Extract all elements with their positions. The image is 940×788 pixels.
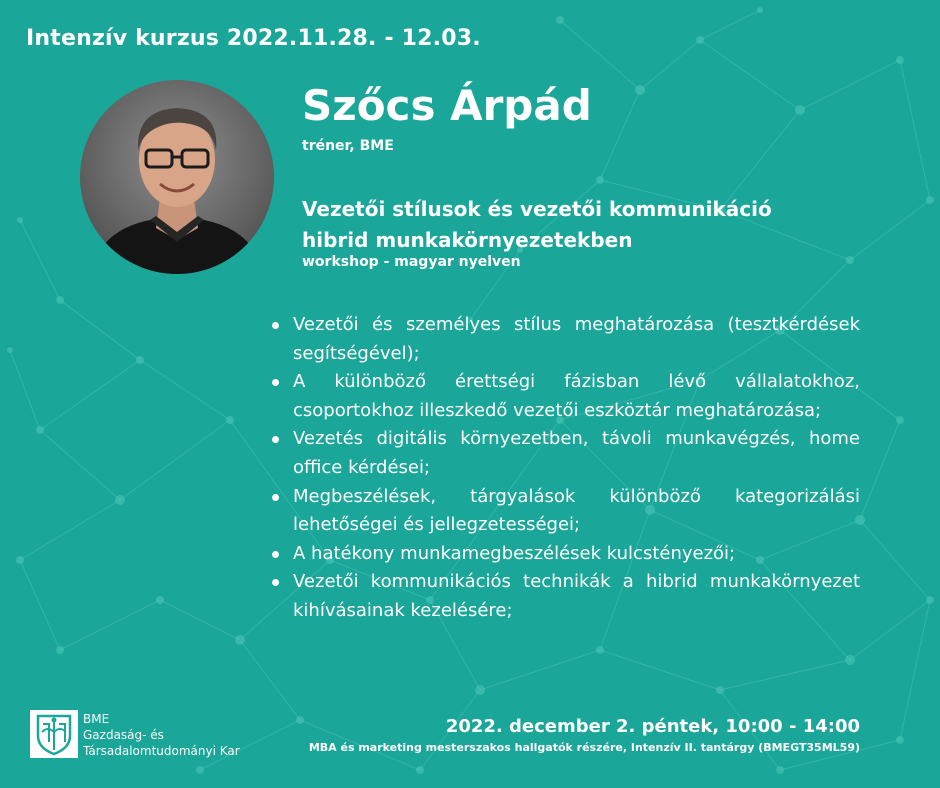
topic-item — [272, 311, 860, 368]
topic-text: A különböző érettségi fázisban lévő vállalatokhoz, csoportokhoz illeszkedő vezetői eszköztár meghatározása; — [293, 371, 860, 421]
speaker-portrait — [80, 80, 274, 274]
workshop-title — [302, 194, 902, 256]
topic-item — [272, 568, 860, 625]
bullet-dot-icon — [272, 494, 279, 501]
topic-item — [272, 368, 860, 425]
topic-item — [272, 425, 860, 482]
bullet-dot-icon — [272, 379, 279, 386]
bullet-dot-icon — [272, 551, 279, 558]
bullet-dot-icon — [272, 579, 279, 586]
university-crest-icon — [30, 710, 78, 758]
event-date: 2022. december 2. péntek, 10:00 - 14:00 — [445, 716, 860, 737]
topic-text: Vezetői kommunikációs technikák a hibrid munkakörnyezet kihívásainak kezelésére; — [293, 571, 860, 621]
speaker-role: tréner, BME — [302, 138, 394, 154]
topic-list — [272, 311, 860, 626]
organization-line-2: Gazdaság- és — [83, 728, 164, 742]
organization-line-3: Társadalomtudományi Kar — [83, 744, 240, 758]
speaker-name: Szőcs Árpád — [302, 81, 592, 130]
event-note: MBA és marketing mesterszakos hallgatók részére, Intenzív II. tantárgy (BMEGT35ML59) — [308, 741, 860, 754]
workshop-title-line-2: hibrid munkakörnyezetekben — [302, 228, 633, 252]
workshop-subtitle: workshop - magyar nyelven — [302, 254, 521, 270]
course-title: Intenzív kurzus 2022.11.28. - 12.03. — [26, 26, 481, 51]
topic-item — [272, 483, 860, 540]
topic-text: Vezetői és személyes stílus meghatározása (tesztkérdések segítségével); — [293, 314, 860, 364]
topic-text: Megbeszélések, tárgyalások különböző kategorizálási lehetőségei és jellegzetességei; — [293, 485, 860, 536]
bullet-dot-icon — [272, 322, 279, 329]
bullet-dot-icon — [272, 436, 279, 443]
workshop-title-line-1: Vezetői stílusok és vezetői kommunikáció — [302, 197, 772, 221]
topic-item — [272, 540, 860, 569]
topic-text: A hatékony munkamegbeszélések kulcstényezői; — [293, 542, 736, 564]
organization-name — [83, 711, 240, 759]
organization-line-1: BME — [83, 712, 110, 726]
topic-text: Vezetés digitális környezetben, távoli munkavégzés, home office kérdései; — [293, 428, 860, 478]
